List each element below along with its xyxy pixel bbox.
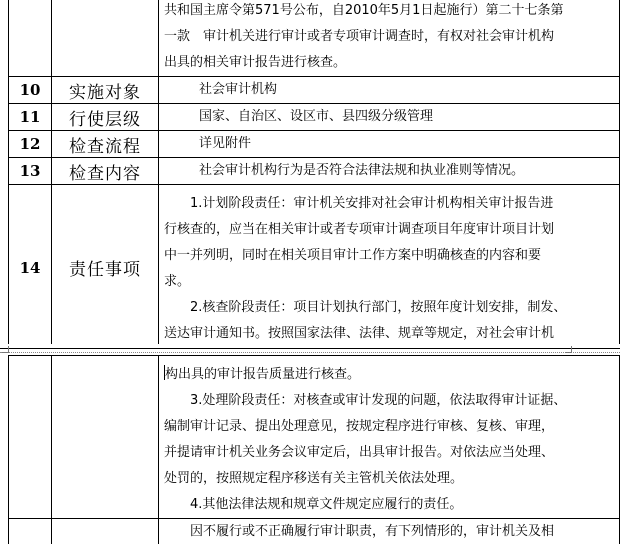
text-line: 处罚的，按照规定程序移送有关主管机关依法处理。 <box>164 471 464 486</box>
page-boundary-line <box>0 352 620 353</box>
text-line: 4.其他法律法规和规章文件规定应履行的责任。 <box>190 497 463 512</box>
row-number: 12 <box>9 131 52 158</box>
text-line: 因不履行或不正确履行审计职责，有下列情形的，审计机关及相 <box>190 524 555 539</box>
page-corner-mark <box>2 346 9 353</box>
table-row <box>9 519 620 544</box>
row-content: 社会审计机构 <box>159 77 620 104</box>
text-line: 一款 审计机关进行审计或者专项审计调查时，有权对社会审计机构 <box>164 29 555 44</box>
row-content: 社会审计机构行为是否符合法律法规和执业准则等情况。 <box>159 158 620 185</box>
responsibility-content <box>159 185 620 345</box>
text-line: 并提请审计机关业务会议审定后，出具审计报告。对依法应当处理、 <box>164 445 555 460</box>
row-number: 10 <box>9 77 52 104</box>
row-item-cell <box>52 356 159 519</box>
row-number: 13 <box>9 158 52 185</box>
text-line: 出具的相关审计报告进行核查。 <box>164 55 347 70</box>
row-item: 实施对象 <box>52 77 159 104</box>
table-bottom-section <box>0 355 620 544</box>
row-content: 国家、自治区、设区市、县四级分级管理 <box>159 104 620 131</box>
table-row <box>9 77 620 104</box>
text-line: 编制审计记录、提出处理意见，按规定程序进行审核、复核、审理， <box>164 419 555 434</box>
responsibility-table-continued <box>8 355 620 544</box>
row-item: 行使层级 <box>52 104 159 131</box>
text-line: 求。 <box>164 274 191 289</box>
text-line[interactable] <box>164 362 616 388</box>
row-number-cell <box>9 519 52 544</box>
text-line: 3.处理阶段责任：对核查或审计发现的问题，依法取得审计证据、 <box>190 393 567 408</box>
page-corner-mark <box>565 346 572 353</box>
text-line: 行核查的，应当在相关审计或者专项审计调查项目年度审计项目计划 <box>164 222 555 237</box>
text-line: 1.计划阶段责任：审计机关安排对社会审计机构相关审计报告进 <box>190 196 554 211</box>
text-line: 送达审计通知书。按照国家法律、法律、规章等规定，对社会审计机 <box>164 326 555 341</box>
table-row <box>9 131 620 158</box>
table-row <box>9 104 620 131</box>
table-row <box>9 158 620 185</box>
basis-content-cell <box>159 0 620 77</box>
row-item: 责任事项 <box>52 185 159 345</box>
page-break-line <box>0 348 620 349</box>
table-row <box>9 0 620 77</box>
table-row <box>9 185 620 345</box>
row-item-cell <box>52 519 159 544</box>
text-line: 中一并列明，同时在相关项目审计工作方案中明确核查的内容和要 <box>164 248 542 263</box>
responsibility-table <box>8 0 620 344</box>
row-item-cell <box>52 0 159 77</box>
row-content: 详见附件 <box>159 131 620 158</box>
row-number-cell <box>9 0 52 77</box>
row-number: 14 <box>9 185 52 345</box>
table-row <box>9 356 620 519</box>
text-line: 2.核查阶段责任：项目计划执行部门，按照年度计划安排，制发、 <box>190 300 567 315</box>
row-number-cell <box>9 356 52 519</box>
row-content <box>159 519 620 544</box>
row-number: 11 <box>9 104 52 131</box>
text-span: 构出具的审计报告质量进行核查。 <box>165 367 361 382</box>
text-line: 共和国主席令第571号公布，自2010年5月1日起施行）第二十七条第 <box>164 3 564 18</box>
row-item: 检查内容 <box>52 158 159 185</box>
responsibility-content-continued <box>159 356 620 519</box>
row-item: 检查流程 <box>52 131 159 158</box>
